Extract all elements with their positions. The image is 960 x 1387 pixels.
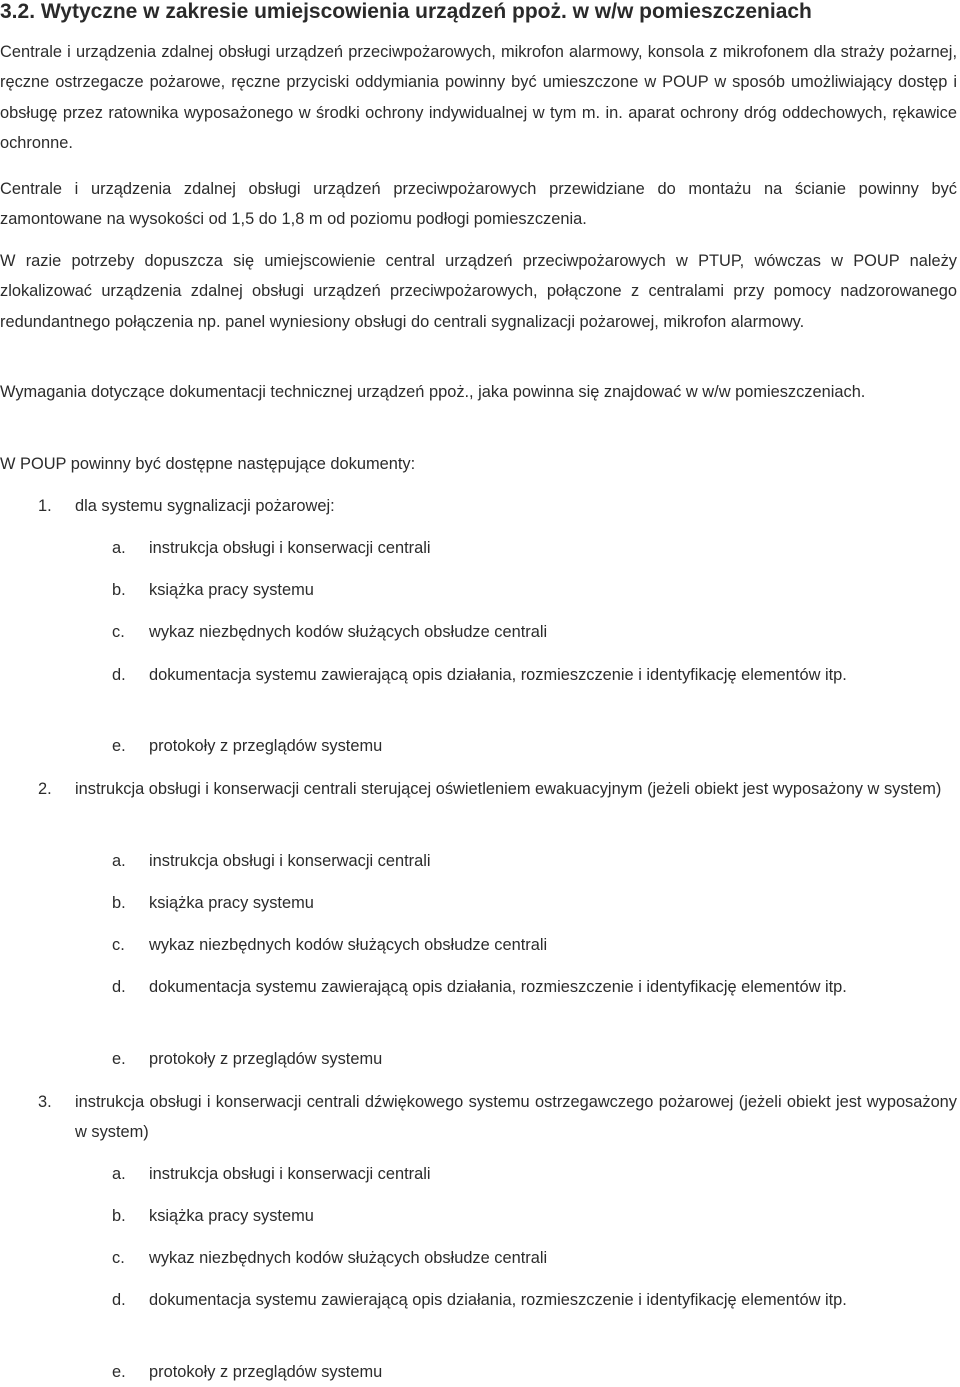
list-item-number: 1. bbox=[38, 497, 52, 515]
sub-list-text: dokumentacja systemu zawierającą opis działania, rozmieszczenie i identyfikację elementów itp. bbox=[149, 978, 847, 996]
sub-list-letter: c. bbox=[112, 1249, 125, 1267]
sub-list-text: instrukcja obsługi i konserwacji centrali bbox=[149, 852, 431, 870]
list-item-text: instrukcja obsługi i konserwacji centrali dźwiękowego systemu ostrzegawczego pożarowej (jeżeli obiekt jest wyposażony w system) bbox=[75, 1093, 957, 1142]
sub-list-letter: b. bbox=[112, 894, 126, 912]
sub-list-letter: b. bbox=[112, 1207, 126, 1225]
sub-list-item bbox=[0, 846, 957, 876]
sub-list-text: instrukcja obsługi i konserwacji centrali bbox=[149, 539, 431, 557]
sub-list-letter: d. bbox=[112, 978, 126, 996]
paragraph-1: Centrale i urządzenia zdalnej obsługi urządzeń przeciwpożarowych, mikrofon alarmowy, konsola z mikrofonem dla straży pożarnej, ręczne ostrzegacze pożarowe, ręczne przyciski oddymiania powinny być umieszczone w POUP w sposób umożliwiający dostęp i obsługę przez ratownika wyposażonego w środki ochrony indywidualnej w tym m. in. aparat ochrony dróg oddechowych, rękawice ochronne. bbox=[0, 43, 957, 152]
sub-list-text: książka pracy systemu bbox=[149, 581, 314, 599]
section-heading: 3.2. Wytyczne w zakresie umiejscowienia urządzeń ppoż. w w/w pomieszczeniach bbox=[0, 0, 812, 23]
sub-list-letter: d. bbox=[112, 666, 126, 684]
sub-list-item bbox=[0, 575, 957, 605]
sub-list-item bbox=[0, 1357, 957, 1387]
sub-list-item bbox=[0, 1243, 957, 1273]
sub-list-item bbox=[0, 1044, 957, 1074]
sub-list-text: dokumentacja systemu zawierającą opis działania, rozmieszczenie i identyfikację elementów itp. bbox=[149, 1291, 847, 1309]
sub-list-letter: d. bbox=[112, 1291, 126, 1309]
sub-list-letter: c. bbox=[112, 623, 125, 641]
sub-list-text: dokumentacja systemu zawierającą opis działania, rozmieszczenie i identyfikację elementów itp. bbox=[149, 666, 847, 684]
sub-list-text: wykaz niezbędnych kodów służących obsłudze centrali bbox=[149, 623, 548, 641]
sub-list-letter: c. bbox=[112, 936, 125, 954]
sub-list-item bbox=[0, 888, 957, 918]
sub-list-item bbox=[0, 1285, 957, 1315]
sub-list-letter: a. bbox=[112, 852, 126, 870]
sub-list-item bbox=[0, 930, 957, 960]
list-item-text: dla systemu sygnalizacji pożarowej: bbox=[75, 497, 335, 515]
sub-list-item bbox=[0, 1159, 957, 1189]
sub-list-text: książka pracy systemu bbox=[149, 1207, 314, 1225]
sub-list-text: książka pracy systemu bbox=[149, 894, 314, 912]
paragraph-2: Centrale i urządzenia zdalnej obsługi urządzeń przeciwpożarowych przewidziane do montażu na ścianie powinny być zamontowane na wysokości od 1,5 do 1,8 m od poziomu podłogi pomieszczenia. bbox=[0, 180, 957, 229]
sub-list-text: wykaz niezbędnych kodów służących obsłudze centrali bbox=[149, 1249, 548, 1267]
list-item bbox=[0, 1087, 957, 1148]
paragraph-4: Wymagania dotyczące dokumentacji technicznej urządzeń ppoż., jaka powinna się znajdować w w/w pomieszczeniach. bbox=[0, 383, 866, 401]
sub-list-item bbox=[0, 617, 957, 647]
sub-list-item bbox=[0, 972, 957, 1002]
list-item bbox=[0, 774, 957, 804]
sub-list-letter: a. bbox=[112, 539, 126, 557]
paragraph-3: W razie potrzeby dopuszcza się umiejscowienie central urządzeń przeciwpożarowych w PTUP, wówczas w POUP należy zlokalizować urządzenia zdalnej obsługi urządzeń przeciwpożarowych, połączone z centralami przy pomocy nadzorowanego redundantnego połączenia np. panel wyniesiony obsługi do centrali sygnalizacji pożarowej, mikrofon alarmowy. bbox=[0, 252, 957, 331]
sub-list-text: instrukcja obsługi i konserwacji centrali bbox=[149, 1165, 431, 1183]
list-item-number: 3. bbox=[38, 1093, 52, 1111]
sub-list-item bbox=[0, 660, 957, 690]
sub-list-letter: e. bbox=[112, 1050, 126, 1068]
list-item-number: 2. bbox=[38, 780, 52, 798]
list-item bbox=[0, 491, 957, 521]
list-item-text: instrukcja obsługi i konserwacji centrali sterującej oświetleniem ewakuacyjnym (jeżeli obiekt jest wyposażony w system) bbox=[75, 780, 942, 798]
sub-list-item bbox=[0, 731, 957, 761]
sub-list-text: wykaz niezbędnych kodów służących obsłudze centrali bbox=[149, 936, 548, 954]
sub-list-text: protokoły z przeglądów systemu bbox=[149, 1050, 383, 1068]
sub-list-text: protokoły z przeglądów systemu bbox=[149, 737, 383, 755]
sub-list-text: protokoły z przeglądów systemu bbox=[149, 1363, 383, 1381]
sub-list-letter: e. bbox=[112, 1363, 126, 1381]
sub-list-item bbox=[0, 533, 957, 563]
sub-list-letter: b. bbox=[112, 581, 126, 599]
sub-list-letter: e. bbox=[112, 737, 126, 755]
sub-list-item bbox=[0, 1201, 957, 1231]
paragraph-5: W POUP powinny być dostępne następujące dokumenty: bbox=[0, 455, 416, 473]
sub-list-letter: a. bbox=[112, 1165, 126, 1183]
